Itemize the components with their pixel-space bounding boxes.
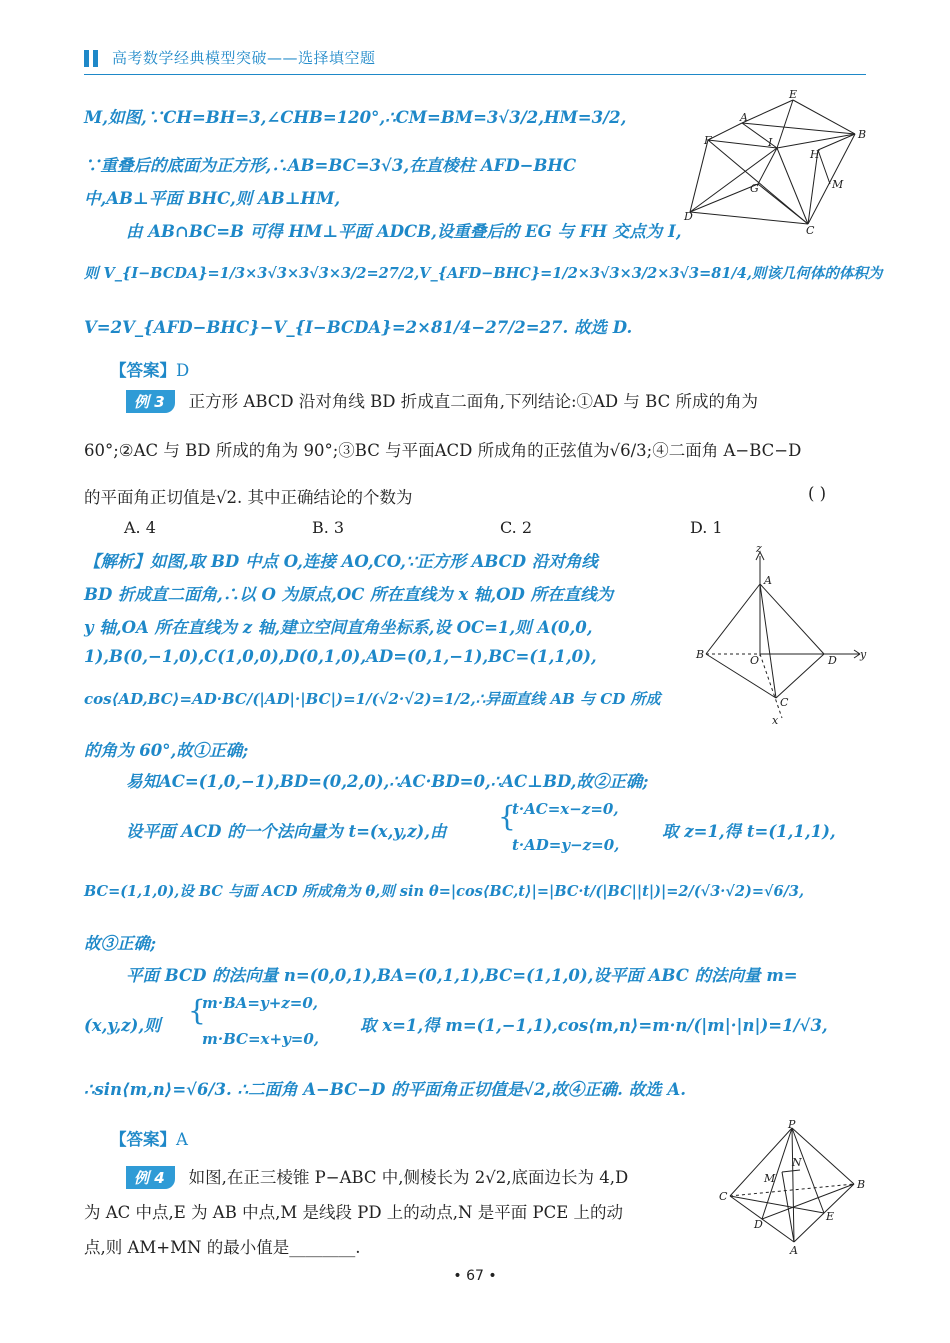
fig3-label-B: B bbox=[857, 1178, 866, 1191]
figure-polyhedron bbox=[680, 88, 870, 238]
sol3-line5: cos⟨AD,BC⟩=AD·BC/(|AD|·|BC|)=1/(√2·√2)=1/2,∴异面直线 AB 与 CD 所成 bbox=[84, 690, 661, 708]
ex4-q2: 为 AC 中点,E 为 AB 中点,M 是线段 PD 上的动点,N 是平面 PCE 上的动 bbox=[84, 1203, 623, 1222]
fig3-label-M: M bbox=[764, 1172, 776, 1185]
sol3-line11: 平面 BCD 的法向量 n=(0,0,1),BA=(0,1,1),BC=(1,1,0),设平面 ABC 的法向量 m= bbox=[126, 966, 798, 985]
answer2 bbox=[110, 357, 189, 381]
ex3-question-line1 bbox=[126, 388, 758, 413]
sol2-line3: 中,AB⊥平面 BHC,则 AB⊥HM, bbox=[84, 189, 341, 208]
sol3-line13: ∴sin⟨m,n⟩=√6/3. ∴二面角 A−BC−D 的平面角正切值是√2,故④正确. 故选 A. bbox=[84, 1080, 686, 1099]
fig2-label-B: B bbox=[696, 648, 705, 661]
fig3-label-P: P bbox=[788, 1120, 796, 1131]
fig2-label-z: z bbox=[756, 546, 762, 555]
fig3-label-A: A bbox=[790, 1244, 798, 1257]
fig2-label-D: D bbox=[828, 654, 837, 667]
sol2-line4: 由 AB∩BC=B 可得 HM⊥平面 ADCB,设重叠后的 EG 与 FH 交点为 I, bbox=[126, 222, 682, 241]
fig1-label-F: F bbox=[704, 134, 712, 147]
fig2-label-C: C bbox=[780, 696, 789, 709]
fig3-label-N: N bbox=[792, 1156, 802, 1169]
sol3-line8a: 设平面 ACD 的一个法向量为 t=(x,y,z),由 bbox=[126, 822, 447, 841]
sol3-line12b: 取 x=1,得 m=(1,−1,1),cos⟨m,n⟩=m·n/(|m|·|n|)=1/√3, bbox=[360, 1016, 828, 1035]
ex4-question-line1 bbox=[126, 1164, 628, 1189]
sol3-system2-eq1: m·BA=y+z=0, bbox=[202, 994, 319, 1012]
fig2-label-x: x bbox=[772, 714, 779, 724]
sol3-line1: 【解析】如图,取 BD 中点 O,连接 AO,CO,∵正方形 ABCD 沿对角线 bbox=[84, 552, 598, 571]
running-header bbox=[84, 44, 866, 75]
answer2-value: D bbox=[176, 361, 190, 380]
fig1-label-E: E bbox=[789, 88, 798, 101]
ex4-q1: 如图,在正三棱锥 P−ABC 中,侧棱长为 2√2,底面边长为 4,D bbox=[188, 1168, 629, 1187]
sol3-line2: BD 折成直二面角,∴以 O 为原点,OC 所在直线为 x 轴,OD 所在直线为 bbox=[84, 585, 614, 604]
answer3 bbox=[110, 1126, 188, 1150]
ex3-q3: 的平面角正切值是√2. 其中正确结论的个数为 bbox=[84, 488, 413, 507]
sol3-line3: y 轴,OA 所在直线为 z 轴,建立空间直角坐标系,设 OC=1,则 A(0,0, bbox=[84, 618, 593, 637]
fig3-label-E: E bbox=[826, 1210, 835, 1223]
sol3-line7: 易知AC=(1,0,−1),BD=(0,2,0),∴AC·BD=0,∴AC⊥BD,故②正确; bbox=[126, 772, 649, 791]
sol3-line10: 故③正确; bbox=[84, 934, 157, 953]
sol3-line8b: 取 z=1,得 t=(1,1,1), bbox=[662, 822, 836, 841]
page-number: • 67 • bbox=[453, 1268, 497, 1284]
header-bars-icon bbox=[84, 50, 102, 71]
ex3-option-c: C. 2 bbox=[500, 518, 533, 537]
answer3-label: 【答案】 bbox=[110, 1130, 176, 1149]
fig1-label-B: B bbox=[858, 128, 867, 141]
sol2-line1: M,如图,∵CH=BH=3,∠CHB=120°,∴CM=BM=3√3/2,HM=3/2, bbox=[84, 108, 627, 127]
answer2-label: 【答案】 bbox=[110, 361, 176, 380]
header-title: 高考数学经典模型突破——选择填空题 bbox=[112, 49, 376, 67]
sol3-system1-eq2: t·AD=y−z=0, bbox=[512, 836, 620, 854]
sol2-line6: V=2V_{AFD−BHC}−V_{I−BCDA}=2×81/4−27/2=27. 故选 D. bbox=[84, 318, 633, 337]
sol2-line2: ∵重叠后的底面为正方形,∴AB=BC=3√3,在直棱柱 AFD−BHC bbox=[84, 156, 577, 175]
sol2-line5: 则 V_{I−BCDA}=1/3×3√3×3√3×3/2=27/2,V_{AFD−BHC}=1/2×3√3×3/2×3√3=81/4,则该几何体的体积为 bbox=[84, 265, 883, 282]
sol3-system2-brace: { bbox=[188, 994, 206, 1027]
sol3-system1-brace: { bbox=[498, 800, 516, 833]
fig2-label-A: A bbox=[764, 574, 772, 587]
ex4-q3: 点,则 AM+MN 的最小值是________. bbox=[84, 1238, 361, 1257]
sol3-line9: BC=(1,1,0),设 BC 与面 ACD 所成角为 θ,则 sin θ=|cos⟨BC,t⟩|=|BC·t/(|BC||t|)|=2/(√3·√2)=√6/3, bbox=[84, 883, 805, 900]
answer3-value: A bbox=[176, 1130, 188, 1149]
fig2-label-O: O bbox=[750, 654, 760, 667]
ex4-badge: 例 4 bbox=[126, 1166, 175, 1189]
fig1-label-D: D bbox=[684, 210, 693, 223]
sol3-line12a: (x,y,z),则 bbox=[84, 1016, 161, 1035]
figure-pyramid bbox=[716, 1120, 876, 1258]
fig3-label-C: C bbox=[719, 1190, 728, 1203]
sol3-line6: 的角为 60°,故①正确; bbox=[84, 741, 249, 760]
fig1-label-M: M bbox=[832, 178, 844, 191]
sol3-system2-eq2: m·BC=x+y=0, bbox=[202, 1030, 320, 1048]
fig3-label-D: D bbox=[754, 1218, 763, 1231]
fig1-label-G: G bbox=[750, 182, 759, 195]
fig1-label-A: A bbox=[740, 111, 748, 124]
ex3-q1: 正方形 ABCD 沿对角线 BD 折成直二面角,下列结论:①AD 与 BC 所成的角为 bbox=[188, 392, 758, 411]
fig1-label-C: C bbox=[806, 224, 815, 237]
ex3-answer-paren: ( ) bbox=[808, 484, 827, 503]
fig2-label-y: y bbox=[860, 648, 867, 661]
ex3-q2: 60°;②AC 与 BD 所成的角为 90°;③BC 与平面ACD 所成角的正弦值为√6/3;④二面角 A−BC−D bbox=[84, 441, 802, 460]
ex3-option-a: A. 4 bbox=[124, 518, 156, 537]
ex3-badge: 例 3 bbox=[126, 390, 175, 413]
fig1-label-I: I bbox=[768, 136, 773, 149]
fig1-label-H: H bbox=[810, 148, 820, 161]
sol3-system1-eq1: t·AC=x−z=0, bbox=[512, 800, 619, 818]
figure-coordinate-system bbox=[694, 546, 874, 724]
ex3-option-b: B. 3 bbox=[312, 518, 345, 537]
sol3-line4: 1),B(0,−1,0),C(1,0,0),D(0,1,0),AD=(0,1,−1),BC=(1,1,0), bbox=[84, 647, 597, 666]
ex3-option-d: D. 1 bbox=[690, 518, 723, 537]
